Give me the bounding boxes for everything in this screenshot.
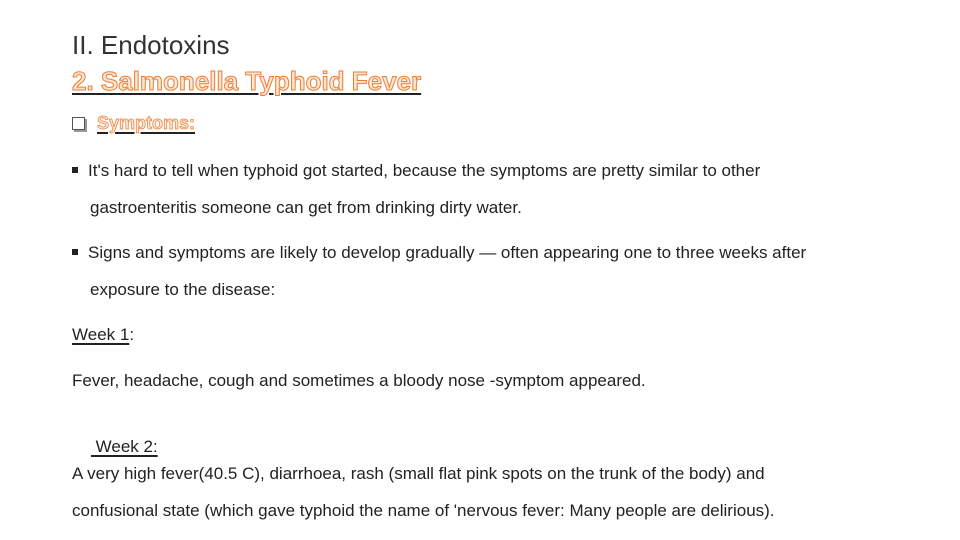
week2-line: confusional state (which gave typhoid the name of 'nervous fever: Many people are delirious). — [72, 501, 775, 520]
week2-text — [72, 455, 892, 529]
section-heading — [72, 113, 195, 134]
slide-title: II. Endotoxins — [72, 30, 230, 60]
bullet-line: exposure to the disease: — [90, 280, 276, 299]
week1-heading — [72, 325, 892, 345]
checkbox-bullet-icon — [72, 117, 85, 130]
square-bullet-icon — [72, 249, 78, 255]
week1-label: Week 1 — [72, 325, 130, 344]
week1-text: Fever, headache, cough and sometimes a bloody nose -symptom appeared. — [72, 371, 646, 390]
bullet-line: gastroenteritis someone can get from drinking dirty water. — [90, 198, 522, 217]
bullet-line: Signs and symptoms are likely to develop gradually — often appearing one to three weeks after — [88, 243, 807, 262]
slide-subtitle: 2. Salmonella Typhoid Fever — [72, 66, 422, 96]
section-heading-label: Symptoms: — [97, 113, 196, 133]
bullet-item — [72, 234, 892, 308]
week2-label: Week 2: — [90, 437, 158, 456]
square-bullet-icon — [72, 167, 78, 173]
bullet-item — [72, 152, 892, 226]
week2-line: A very high fever(40.5 C), diarrhoea, rash (small flat pink spots on the trunk of the body) and — [72, 464, 765, 483]
week1-suffix: : — [129, 325, 135, 344]
bullet-line: It's hard to tell when typhoid got started, because the symptoms are pretty similar to other — [88, 161, 761, 180]
